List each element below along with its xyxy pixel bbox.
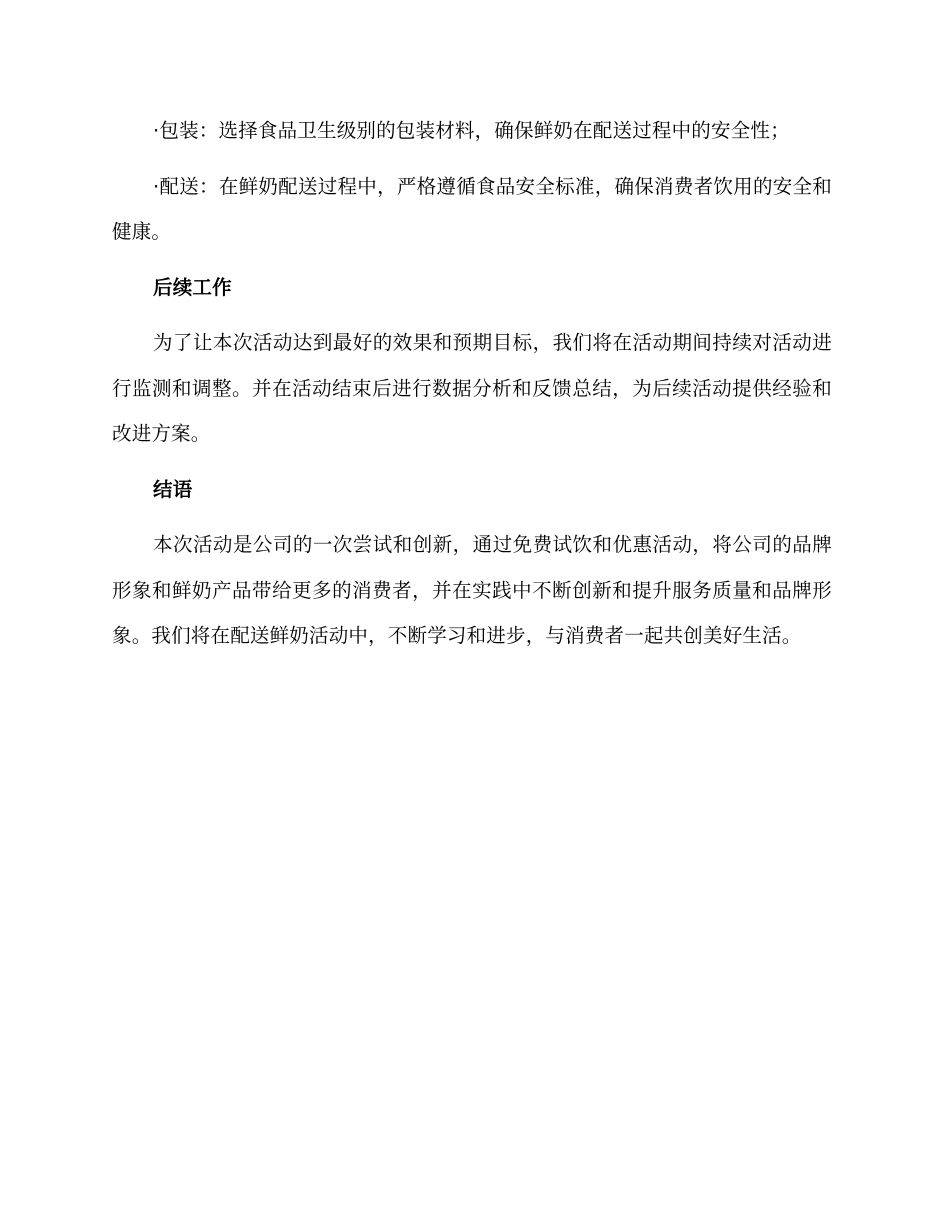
section-paragraph-follow-up: 为了让本次活动达到最好的效果和预期目标，我们将在活动期间持续对活动进行监测和调整。并在活动结束后进行数据分析和反馈总结，为后续活动提供经验和改进方案。 xyxy=(112,331,832,445)
bullet-item-delivery: ·配送：在鲜奶配送过程中，严格遵循食品安全标准，确保消费者饮用的安全和健康。 xyxy=(112,174,832,243)
section-paragraph-conclusion: 本次活动是公司的一次尝试和创新，通过免费试饮和优惠活动，将公司的品牌形象和鲜奶产品带给更多的消费者，并在实践中不断创新和提升服务质量和品牌形象。我们将在配送鲜奶活动中，不断学习和进步，与消费者一起共创美好生活。 xyxy=(112,533,832,647)
bullet-item-packaging: ·包装：选择食品卫生级别的包装材料，确保鲜奶在配送过程中的安全性； xyxy=(153,119,790,142)
document-body xyxy=(112,108,832,669)
section-heading-follow-up: 后续工作 xyxy=(153,275,232,299)
section-heading-conclusion: 结语 xyxy=(153,477,193,501)
